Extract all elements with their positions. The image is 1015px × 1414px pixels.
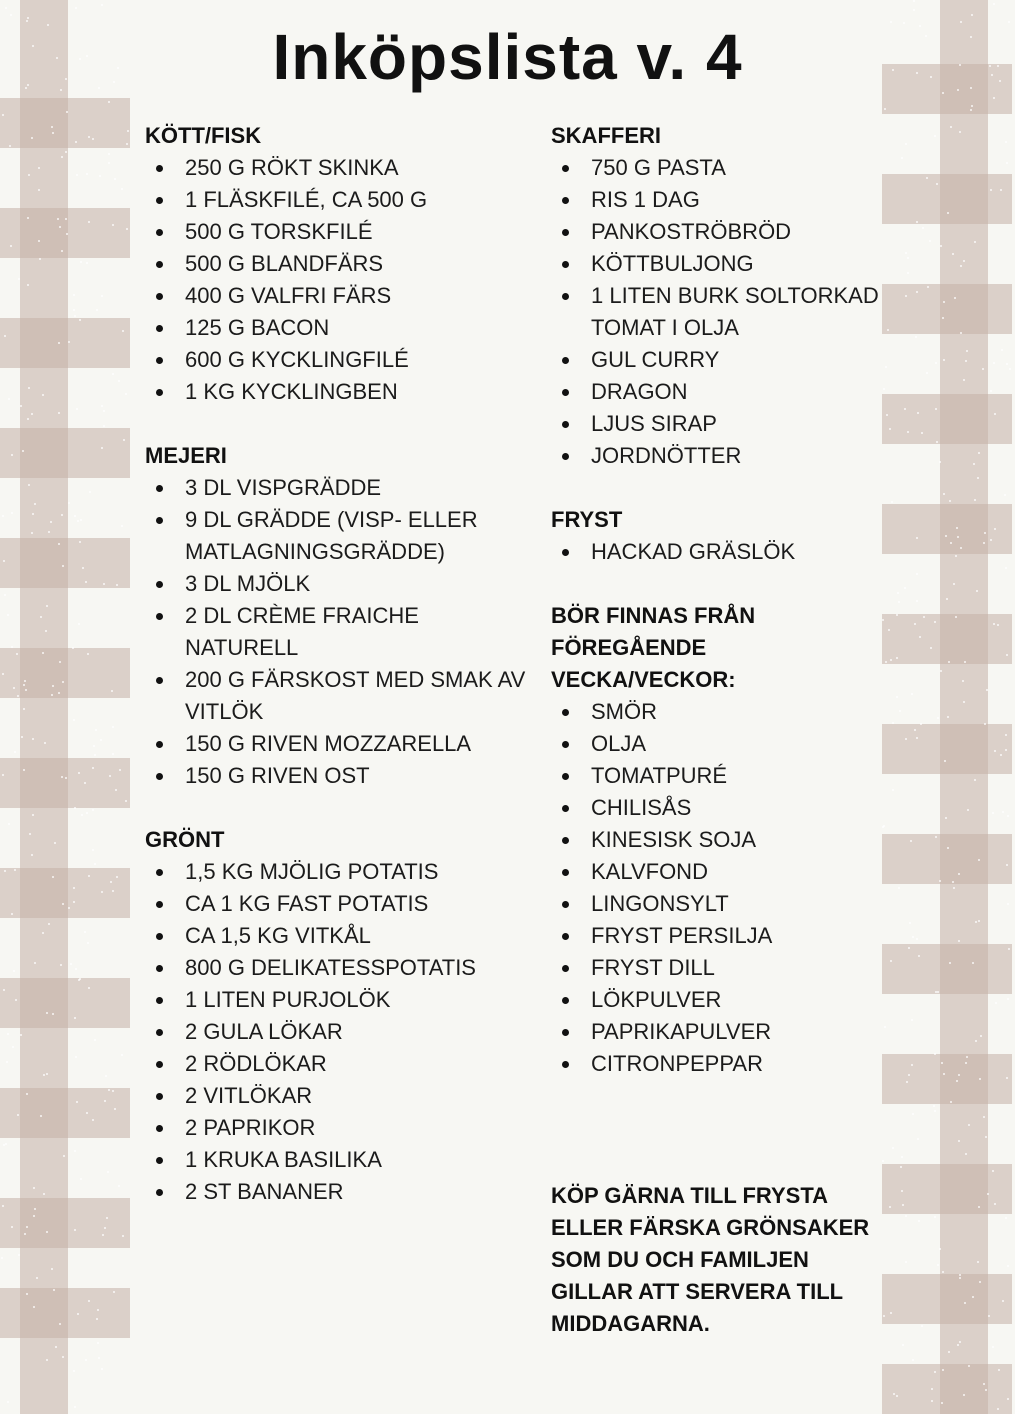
list-item: KÖTTBULJONG [551, 248, 881, 280]
left-column [145, 120, 535, 1240]
section-heading: BÖR FINNAS FRÅN FÖREGÅENDE VECKA/VECKOR: [551, 603, 756, 692]
list-item: 1 LITEN BURK SOLTORKAD TOMAT I OLJA [551, 280, 881, 344]
list-item: 9 DL GRÄDDE (VISP- ELLER MATLAGNINGSGRÄDDE) [145, 504, 535, 568]
gingham-border-right [882, 0, 1012, 1414]
list-item: FRYST PERSILJA [551, 920, 881, 952]
list-item: 1 FLÄSKFILÉ, CA 500 G [145, 184, 535, 216]
list-item: 3 DL VISPGRÄDDE [145, 472, 535, 504]
list-item: LÖKPULVER [551, 984, 881, 1016]
item-list [551, 696, 881, 1080]
list-item: 2 GULA LÖKAR [145, 1016, 535, 1048]
list-item: GUL CURRY [551, 344, 881, 376]
item-list [551, 152, 881, 472]
list-item: 400 G VALFRI FÄRS [145, 280, 535, 312]
list-item: CA 1,5 KG VITKÅL [145, 920, 535, 952]
gingham-border-left [0, 0, 130, 1414]
section-heading: MEJERI [145, 443, 227, 468]
section-heading: SKAFFERI [551, 123, 661, 148]
section-kott-fisk [145, 120, 535, 408]
list-item: 1 LITEN PURJOLÖK [145, 984, 535, 1016]
section-skafferi [551, 120, 881, 472]
list-item: KALVFOND [551, 856, 881, 888]
list-item: 2 PAPRIKOR [145, 1112, 535, 1144]
list-item: 150 G RIVEN MOZZARELLA [145, 728, 535, 760]
footer-note: KÖP GÄRNA TILL FRYSTA ELLER FÄRSKA GRÖNSAKER SOM DU OCH FAMILJEN GILLAR ATT SERVERA TILL MIDDAGARNA. [551, 1183, 870, 1336]
item-list [145, 472, 535, 792]
section-bor-finnas [551, 600, 881, 1080]
list-item: 1 KRUKA BASILIKA [145, 1144, 535, 1176]
list-item: SMÖR [551, 696, 881, 728]
section-heading: FRYST [551, 507, 623, 532]
list-item: CA 1 KG FAST POTATIS [145, 888, 535, 920]
list-item: 150 G RIVEN OST [145, 760, 535, 792]
list-item: 1 KG KYCKLINGBEN [145, 376, 535, 408]
item-list [145, 152, 535, 408]
list-item: 3 DL MJÖLK [145, 568, 535, 600]
list-item: 500 G TORSKFILÉ [145, 216, 535, 248]
list-item: 2 ST BANANER [145, 1176, 535, 1208]
section-mejeri [145, 440, 535, 792]
list-item: OLJA [551, 728, 881, 760]
list-item: 200 G FÄRSKOST MED SMAK AV VITLÖK [145, 664, 535, 728]
list-item: HACKAD GRÄSLÖK [551, 536, 881, 568]
list-item: 2 DL CRÈME FRAICHE NATURELL [145, 600, 535, 664]
section-gront [145, 824, 535, 1208]
list-item: RIS 1 DAG [551, 184, 881, 216]
section-fryst [551, 504, 881, 568]
list-item: LJUS SIRAP [551, 408, 881, 440]
list-item: CHILISÅS [551, 792, 881, 824]
list-item: FRYST DILL [551, 952, 881, 984]
item-list [551, 536, 881, 568]
list-item: DRAGON [551, 376, 881, 408]
list-item: 2 VITLÖKAR [145, 1080, 535, 1112]
list-item: 2 RÖDLÖKAR [145, 1048, 535, 1080]
list-item: 250 G RÖKT SKINKA [145, 152, 535, 184]
list-item: 750 G PASTA [551, 152, 881, 184]
section-heading: GRÖNT [145, 827, 225, 852]
right-column [551, 120, 881, 1112]
list-item: KINESISK SOJA [551, 824, 881, 856]
list-item: LINGONSYLT [551, 888, 881, 920]
list-item: 125 G BACON [145, 312, 535, 344]
list-item: TOMATPURÉ [551, 760, 881, 792]
list-item: 500 G BLANDFÄRS [145, 248, 535, 280]
item-list [145, 856, 535, 1208]
section-heading: KÖTT/FISK [145, 123, 262, 148]
list-item: 800 G DELIKATESSPOTATIS [145, 952, 535, 984]
page-title: Inköpslista v. 4 [272, 21, 743, 93]
list-item: PAPRIKAPULVER [551, 1016, 881, 1048]
list-item: 600 G KYCKLINGFILÉ [145, 344, 535, 376]
list-item: PANKOSTRÖBRÖD [551, 216, 881, 248]
list-item: CITRONPEPPAR [551, 1048, 881, 1080]
list-item: JORDNÖTTER [551, 440, 881, 472]
list-item: 1,5 KG MJÖLIG POTATIS [145, 856, 535, 888]
